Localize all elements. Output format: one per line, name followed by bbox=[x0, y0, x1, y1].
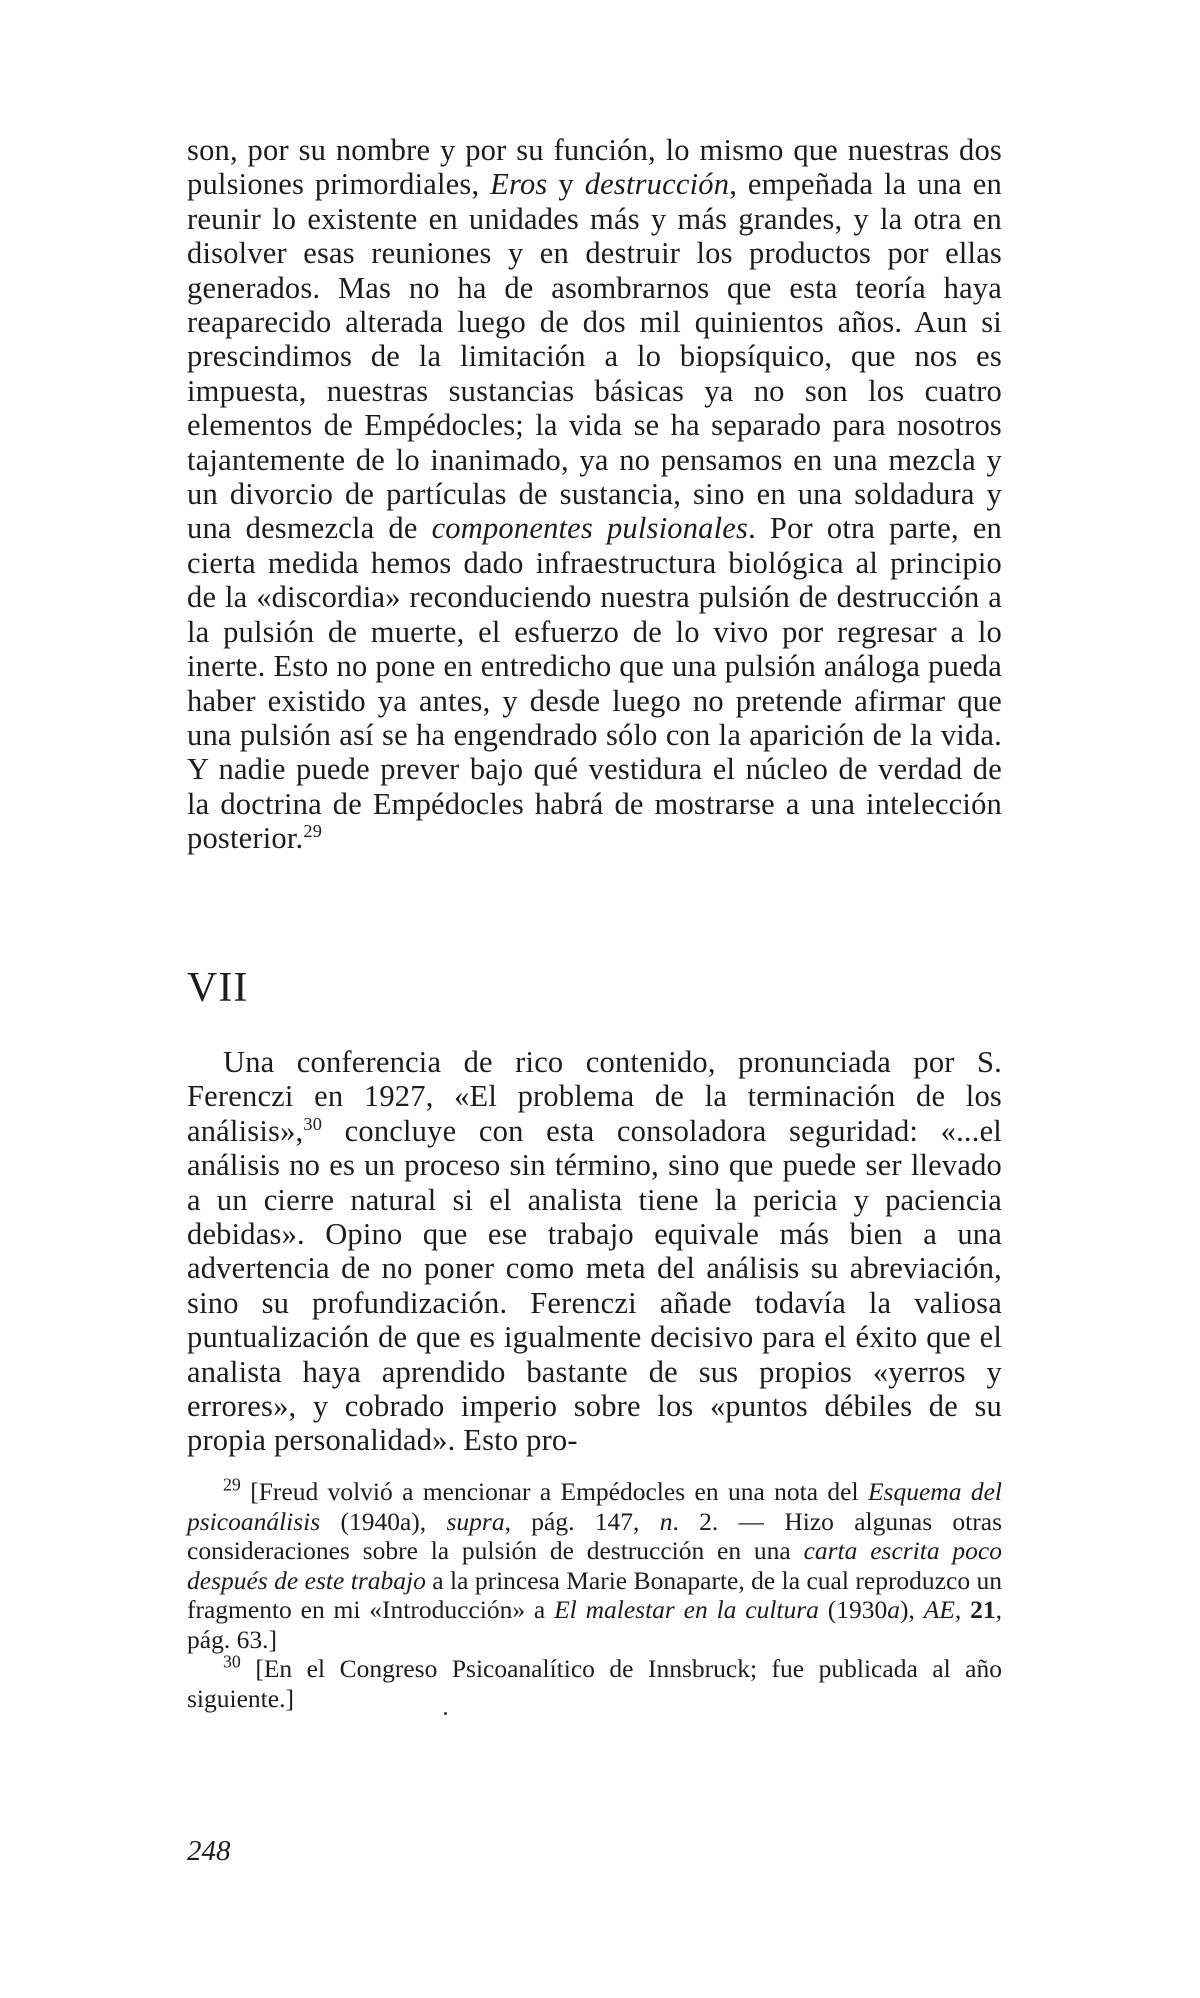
footnote-30 bbox=[187, 1651, 1002, 1713]
footnote-ref-29[interactable]: 29 bbox=[303, 820, 323, 841]
page-number: 248 bbox=[187, 1835, 231, 1867]
text-run: , pág. 63.] bbox=[187, 1595, 1002, 1654]
text-run: son, por su nombre y por su función, lo mismo que nuestras dos pulsiones primordiales, bbox=[187, 133, 1002, 202]
footnote-ref-30[interactable]: 30 bbox=[303, 1113, 323, 1134]
text-run: [Freud volvió a mencionar a Empédocles en una nota del bbox=[240, 1477, 868, 1506]
text-run: Una conferencia de rico contenido, pronunciada por S. Ferenczi en 1927, «El problema de la terminación de los análisis», bbox=[187, 1045, 1002, 1148]
text-run: , bbox=[954, 1595, 971, 1624]
italic-title: Esquema del psicoanálisis bbox=[187, 1477, 1002, 1536]
footnote-29 bbox=[187, 1474, 1003, 1654]
italic-term-eros: Eros bbox=[490, 167, 548, 202]
footnote-number: 29 bbox=[223, 1474, 241, 1495]
paragraph-eros-destruccion bbox=[187, 133, 1002, 856]
text-run: (1940a), bbox=[320, 1506, 447, 1536]
bold-volume: 21 bbox=[970, 1595, 996, 1624]
italic-abbreviation: AE bbox=[923, 1595, 955, 1624]
italic-title: El malestar en la cultura bbox=[554, 1595, 819, 1624]
text-run: [En el Congreso Psicoanalítico de Innsbruck; fue publicada al año siguiente.] bbox=[187, 1654, 1002, 1713]
italic-word: n bbox=[659, 1506, 673, 1536]
text-run: ), bbox=[900, 1595, 924, 1624]
text-run: a la princesa Marie Bonaparte, de la cual reproduzco un fragmento en mi «Introducción» a bbox=[187, 1565, 1003, 1624]
footnote-number: 30 bbox=[223, 1651, 241, 1672]
text-run: , pág. 147, bbox=[504, 1506, 660, 1536]
italic-term-componentes: componentes pulsionales bbox=[431, 511, 749, 546]
italic-word: supra bbox=[446, 1506, 505, 1536]
italic-term-destruccion: destrucción bbox=[584, 167, 730, 202]
text-run: . 2. — Hizo algunas otras consideraciones sobre la pulsión de destrucción en una bbox=[187, 1506, 1002, 1565]
text-run: y bbox=[547, 167, 585, 202]
text-run: . Por otra parte, en cierta medida hemos dado infraestructura biológica al principio de la «discordia» reconduciendo nuestra pulsión de destrucción a la pulsión de muerte, el esfuerzo de lo vivo por regresar a lo inerte. Esto no pone en entredicho que una pulsión análoga pueda haber existido ya antes, y desde luego no pretende afirmar que una pulsión así se ha engendrado sólo con la aparición de la vida. Y nadie puede prever bajo qué vestidura el núcleo de verdad de la doctrina de Empédocles habrá de mostrarse a una intelección posterior. bbox=[187, 511, 1003, 856]
body-paragraph bbox=[187, 133, 1002, 856]
stray-mark bbox=[444, 1712, 447, 1715]
body-paragraph bbox=[187, 1045, 1002, 1458]
footnotes bbox=[187, 1474, 1003, 1713]
italic-phrase: carta escrita poco después de este trabajo bbox=[187, 1536, 1002, 1595]
paragraph-ferenczi bbox=[187, 1045, 1002, 1458]
section-heading: VII bbox=[187, 965, 249, 1011]
italic-word: a bbox=[887, 1595, 901, 1624]
text-run: , empeñada la una en reunir lo existente en unidades más y más grandes, y la otra en disolver esas reuniones y en destruir los productos por ellas generados. Mas no ha de asombrarnos que esta teoría haya reaparecido alterada luego de dos mil quinientos años. Aun si prescindimos de la limitación a lo biopsíquico, que nos es impuesta, nuestras sustancias básicas ya no son los cuatro elementos de Empédocles; la vida se ha separado para nosotros tajantemente de lo inanimado, ya no pensamos en una mezcla y un divorcio de partículas de sustancia, sino en una soldadura y una desmezcla de bbox=[187, 167, 1002, 546]
text-run: concluye con esta consoladora seguridad: «...el análisis no es un proceso sin término, sino que puede ser llevado a un cierre natural si el analista tiene la pericia y paciencia debidas». Opino que ese trabajo equivale más bien a una advertencia de no poner como meta del análisis su abreviación, sino su profundización. Ferenczi añade todavía la valiosa puntualización de que es igualmente decisivo para el éxito que el analista haya aprendido bastante de sus propios «yerros y errores», y cobrado imperio sobre los «puntos débiles de su propia personalidad». Esto pro- bbox=[187, 1113, 1002, 1458]
text-run: (1930 bbox=[818, 1595, 888, 1624]
